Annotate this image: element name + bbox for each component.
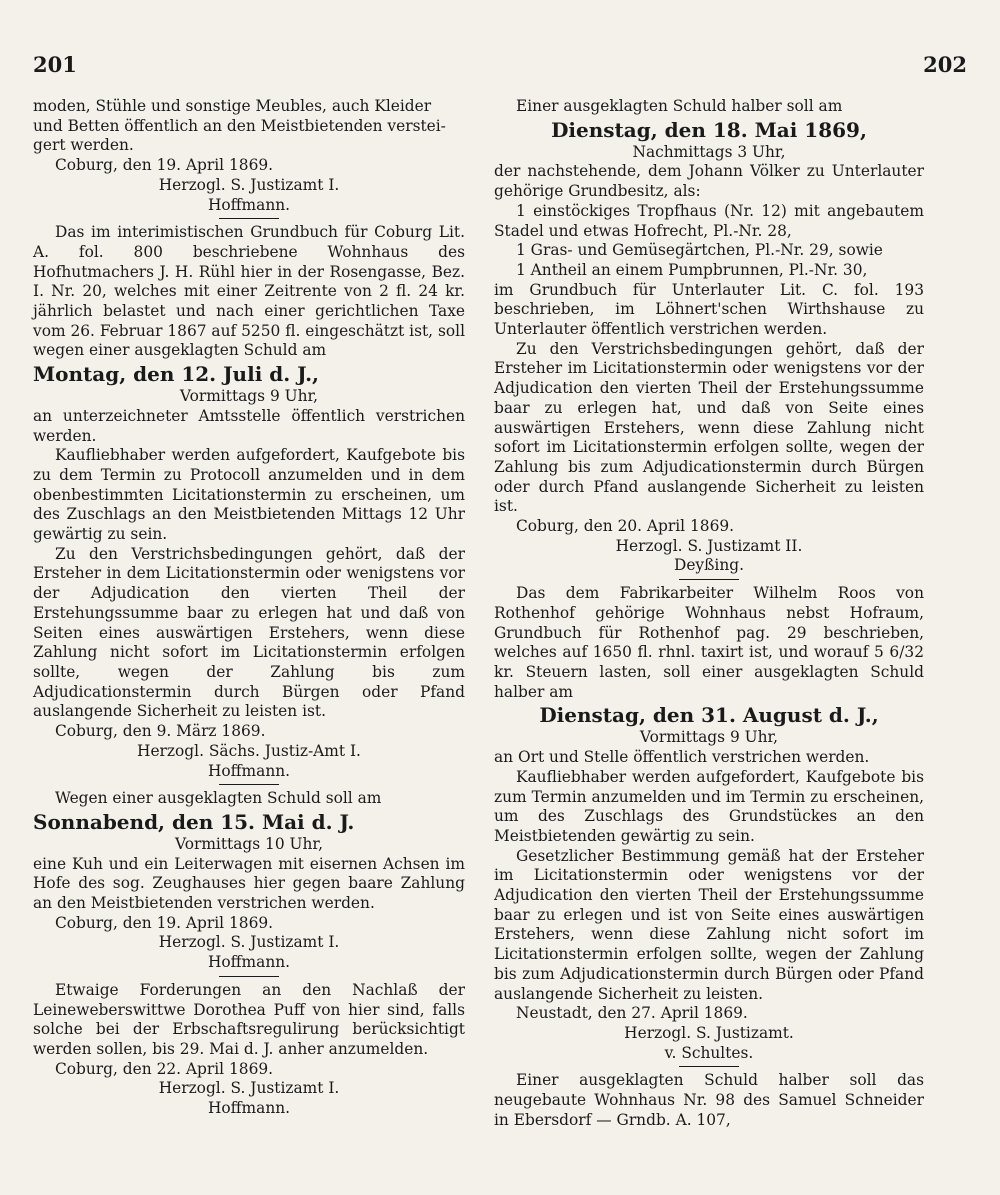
- page-number-right: 202: [923, 52, 967, 77]
- notice-text: eine Kuh und ein Leiterwagen mit eisernen Achsen im Hofe des sog. Zeughauses hier gegen baare Zahlung an den Meistbietenden verstrichen werden.: [33, 854, 465, 913]
- notice-date: Coburg, den 19. April 1869.: [55, 156, 274, 175]
- left-column: [33, 97, 465, 1119]
- notice-text: Kaufliebhaber werden aufgefordert, Kaufgebote bis zu dem Termin zu Protocoll anzumelden und in dem obenbestimmten Licitationstermin zu erscheinen, um des Zuschlags an den Meistbietenden Mittags 12 Uhr gewärtig zu sein.: [33, 446, 465, 544]
- notice-text: moden, Stühle und sonstige Meubles, auch Kleider: [33, 97, 432, 115]
- property-item: 1 Gras- und Gemüsegärtchen, Pl.-Nr. 29, sowie: [516, 241, 883, 260]
- notice-date-heading: Dienstag, den 31. August d. J.,: [539, 703, 879, 728]
- notice-signature: Hoffmann.: [207, 195, 291, 214]
- notice-text: der nachstehende, dem Johann Völker zu Unterlauter gehörige Grundbesitz, als:: [494, 162, 924, 201]
- notice-text: an Ort und Stelle öffentlich verstrichen werden.: [494, 748, 870, 767]
- notice-signature: Hoffmann.: [207, 761, 291, 780]
- notice-text: gert werden.: [33, 136, 134, 155]
- notice-time: Nachmittags 3 Uhr,: [632, 142, 786, 161]
- right-column: [494, 97, 924, 1130]
- notice-date-heading: Dienstag, den 18. Mai 1869,: [551, 117, 867, 142]
- notice-time: Vormittags 10 Uhr,: [175, 834, 323, 853]
- divider: [679, 579, 739, 580]
- divider: [219, 218, 279, 219]
- divider: [219, 976, 279, 977]
- notice-signature: Deyßing.: [673, 556, 744, 575]
- property-item: 1 Antheil an einem Pumpbrunnen, Pl.-Nr. 30,: [516, 260, 868, 279]
- notice-authority: Herzogl. S. Justizamt I.: [158, 1079, 340, 1098]
- notice-text: Kaufliebhaber werden aufgefordert, Kaufgebote bis zum Termin anzumelden und im Termin zu erscheinen, um des Zuschlags des Grundstückes an den Meistbietenden gewärtig zu sein.: [494, 767, 924, 845]
- page-number-left: 201: [33, 52, 77, 77]
- notice-authority: Herzogl. S. Justizamt II.: [615, 536, 803, 555]
- notice-text: im Grundbuch für Unterlauter Lit. C. fol. 193 beschrieben, im Löhnert'schen Wirthshause zu Unterlauter öffentlich verstrichen werden.: [494, 280, 924, 339]
- notice-date: Coburg, den 22. April 1869.: [55, 1059, 274, 1078]
- divider: [219, 784, 279, 785]
- notice-text: und Betten öffentlich an den Meistbietenden verstei-: [33, 116, 446, 135]
- notice-text: an unterzeichneter Amtsstelle öffentlich verstrichen werden.: [33, 406, 465, 445]
- divider: [679, 1066, 739, 1067]
- notice-date-heading: Montag, den 12. Juli d. J.,: [33, 362, 320, 387]
- notice-date: Neustadt, den 27. April 1869.: [516, 1004, 748, 1023]
- notice-date: Coburg, den 9. März 1869.: [55, 722, 266, 741]
- notice-time: Vormittags 9 Uhr,: [179, 387, 319, 406]
- notice-date-heading: Sonnabend, den 15. Mai d. J.: [33, 809, 355, 834]
- notice-text: Etwaige Forderungen an den Nachlaß der Leineweberswittwe Dorothea Puff von hier sind, falls solche bei der Erbschaftsregulirung berücksichtigt werden sollen, bis 29. Mai d. J. anher anzumelden.: [33, 980, 465, 1058]
- property-item: 1 einstöckiges Tropfhaus (Nr. 12) mit angebautem Stadel und etwas Hofrecht, Pl.-Nr. 28,: [494, 201, 924, 240]
- notice-date: Coburg, den 19. April 1869.: [55, 913, 274, 932]
- notice-authority: Herzogl. S. Justizamt I.: [158, 175, 340, 194]
- notice-date: Coburg, den 20. April 1869.: [516, 517, 735, 536]
- notice-text: Zu den Verstrichsbedingungen gehört, daß der Ersteher in dem Licitationstermin oder wenigstens vor der Adjudication den vierten Theil der Erstehungssumme baar zu erlegen hat und daß von Seiten eines auswärtigen Erstehers, wenn diese Zahlung nicht sofort im Licitationstermin erfolgen sollte, wegen der Zahlung bis zum Adjudicationstermin durch Bürgen oder Pfand auslangende Sicherheit zu leisten ist.: [33, 544, 465, 721]
- notice-signature: Hoffmann.: [207, 1099, 291, 1118]
- notice-signature: v. Schultes.: [664, 1043, 754, 1062]
- notice-time: Vormittags 9 Uhr,: [639, 728, 779, 747]
- notice-text: Einer ausgeklagten Schuld halber soll am: [516, 97, 843, 115]
- notice-authority: Herzogl. S. Justizamt.: [624, 1023, 794, 1042]
- notice-authority: Herzogl. S. Justizamt I.: [158, 933, 340, 952]
- notice-signature: Hoffmann.: [207, 953, 291, 972]
- notice-text: Einer ausgeklagten Schuld halber soll das neugebaute Wohnhaus Nr. 98 des Samuel Schneider in Ebersdorf — Grndb. A. 107,: [494, 1071, 924, 1129]
- notice-text: Das dem Fabrikarbeiter Wilhelm Roos von Rothenhof gehörige Wohnhaus nebst Hofraum, Grundbuch für Rothenhof pag. 29 beschrieben, welches auf 1650 fl. rhnl. taxirt ist, und worauf 5 6/32 kr. Steuern lasten, soll einer ausgeklagten Schuld halber am: [494, 584, 924, 701]
- notice-text: Wegen einer ausgeklagten Schuld soll am: [55, 789, 382, 808]
- notice-text: Zu den Verstrichsbedingungen gehört, daß der Ersteher im Licitationstermin oder wenigstens vor der Adjudication den vierten Theil der Erstehungssumme baar zu erlegen hat, und daß von Seite eines auswärtigen Erstehers, wenn diese Zahlung nicht sofort im Licitationstermin erfolgen sollte, wegen der Zahlung bis zum Adjudicationstermin durch Bürgen oder durch Pfand auslangende Sicherheit zu leisten ist.: [494, 339, 924, 516]
- notice-authority: Herzogl. Sächs. Justiz-Amt I.: [137, 741, 361, 760]
- notice-text: Das im interimistischen Grundbuch für Coburg Lit. A. fol. 800 beschriebene Wohnhaus des Hofhutmachers J. H. Rühl hier in der Rosengasse, Bez. I. Nr. 20, welches mit einer Zeitrente von 2 fl. 24 kr. jährlich belastet und nach einer gerichtlichen Taxe vom 26. Februar 1867 auf 5250 fl. eingeschätzt ist, soll wegen einer ausgeklagten Schuld am: [33, 223, 465, 360]
- notice-text: Gesetzlicher Bestimmung gemäß hat der Ersteher im Licitationstermin oder wenigstens vor der Adjudication den vierten Theil der Erstehungssumme baar zu erlegen und ist von Seite eines auswärtigen Erstehers, wenn diese Zahlung nicht sofort im Licitationstermin erfolgen sollte, wegen der Zahlung bis zum Adjudicationstermin durch Bürgen oder Pfand auslangende Sicherheit zu leisten.: [494, 846, 924, 1003]
